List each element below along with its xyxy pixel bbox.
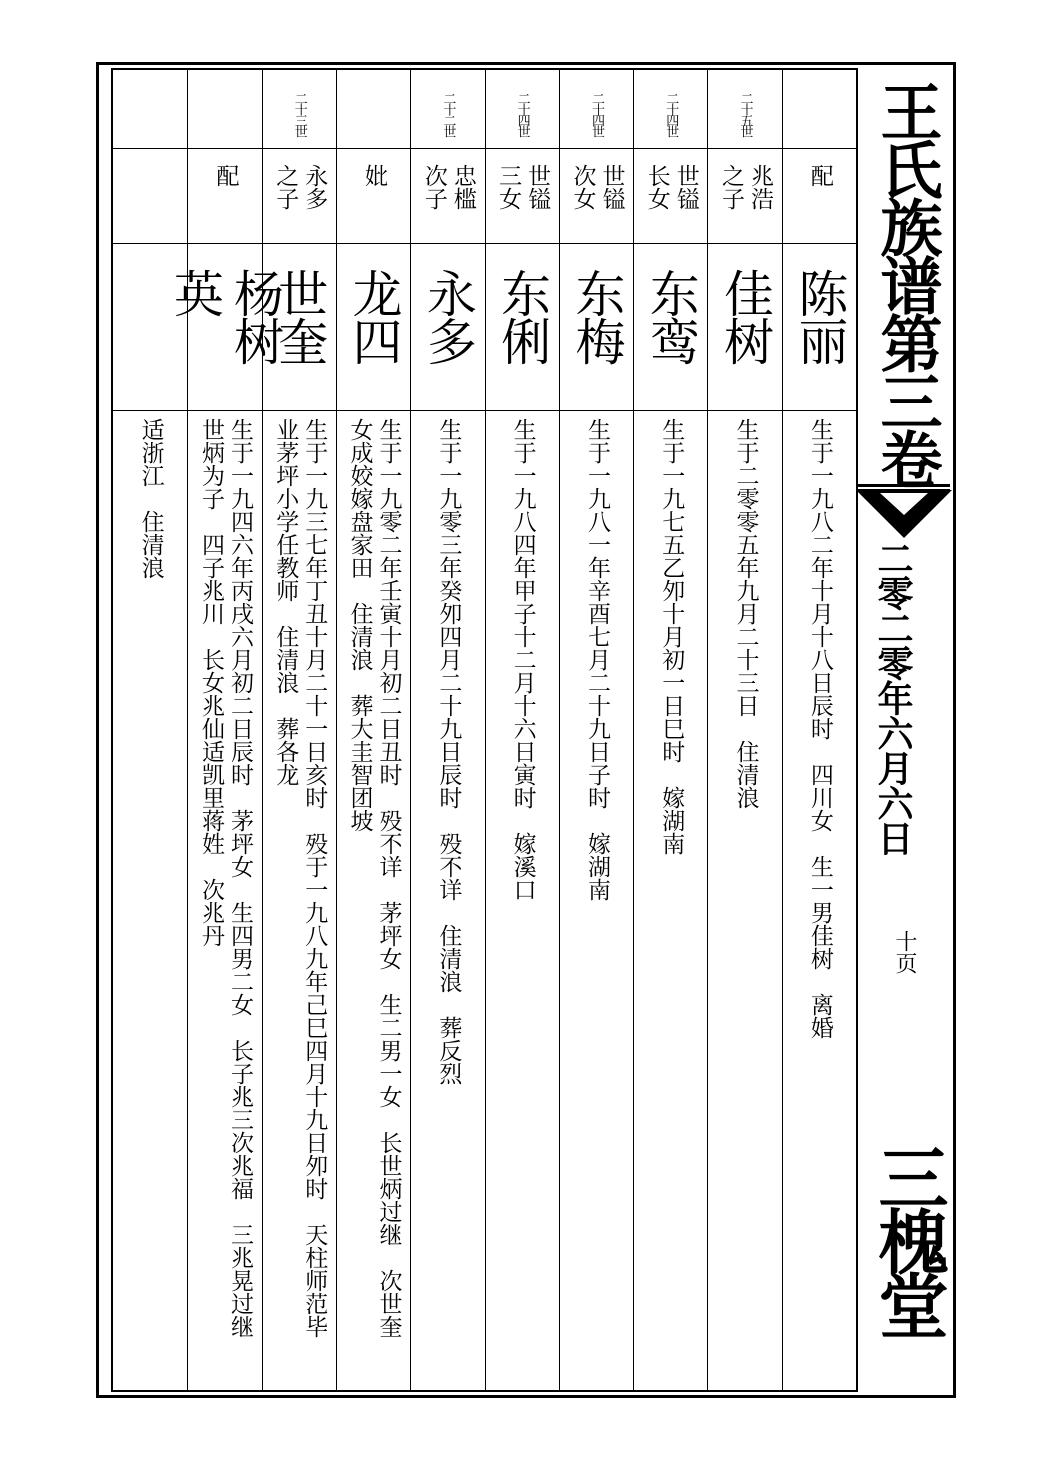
genealogy-table bbox=[111, 68, 858, 1392]
fishtail-mark-inner bbox=[880, 493, 928, 515]
page-number: 十页 bbox=[892, 930, 917, 974]
relation-label: 配 bbox=[212, 164, 239, 187]
biography-text: 生于一九三七年丁丑十月二十一日亥时 殁于一九八九年己巳四月十九日夘时 天柱师范毕业茅坪小学任教师 住清浪 葬各龙 bbox=[272, 418, 328, 1338]
person-name: 杨树英 bbox=[165, 268, 284, 364]
biography-text: 生于一九零三年癸夘四月二十九日辰时 殁不详 住清浪 葬反烈 bbox=[435, 418, 462, 1085]
generation-label: 二十四世 bbox=[663, 92, 679, 136]
biography-text: 生于一九八二年十月十八日辰时 四川女 生一男佳树 离婚 bbox=[806, 418, 833, 1039]
generation-label: 二十三世 bbox=[291, 92, 307, 136]
person-name: 东俐 bbox=[493, 268, 552, 364]
biography-text: 生于一九四六年丙戌六月初二日辰时 茅坪女 生四男二女 长子兆三次兆福 三兆晃过继世炳为子 四子兆川 长女兆仙适凯里蒋姓 次兆丹 bbox=[197, 418, 253, 1338]
generation-label: 二十五世 bbox=[737, 92, 753, 136]
book-title-text: 王氏族谱第三卷 bbox=[870, 80, 943, 486]
relation-label: 世镒次女 bbox=[569, 164, 625, 210]
person-name: 佳树 bbox=[716, 268, 775, 364]
person-column bbox=[559, 70, 633, 1390]
generation-label: 二十二世 bbox=[440, 92, 456, 136]
compile-date: 二零二零年六月六日 bbox=[872, 540, 914, 855]
generation-label: 二十四世 bbox=[588, 92, 604, 136]
person-column bbox=[336, 70, 410, 1390]
person-name: 东梅 bbox=[567, 268, 626, 364]
biography-text: 生于二零零五年九月二十三日 住清浪 bbox=[732, 418, 759, 809]
person-column bbox=[485, 70, 559, 1390]
person-name: 陈丽 bbox=[790, 268, 849, 364]
relation-label: 永多之子 bbox=[272, 164, 328, 210]
generation-label: 二十四世 bbox=[514, 92, 530, 136]
person-column bbox=[113, 70, 187, 1390]
person-column bbox=[165, 70, 284, 1390]
relation-label: 配 bbox=[806, 164, 833, 187]
book-title bbox=[862, 80, 950, 490]
hall-name: 三槐堂 bbox=[867, 1142, 950, 1334]
person-column bbox=[633, 70, 707, 1390]
person-column bbox=[707, 70, 781, 1390]
relation-label: 世镒三女 bbox=[495, 164, 551, 210]
biography-text: 生于一九八一年辛酉七月二十九日子时 嫁湖南 bbox=[583, 418, 610, 901]
biography-text: 生于一九零二年壬寅十月初二日丑时 殁不详 茅坪女 生二男一女 长世炳过继 次世奎 女成姣嫁盘家田 住清浪 葬大圭智团坡 bbox=[346, 418, 402, 1361]
person-name: 世奎 bbox=[270, 268, 329, 364]
person-name: 龙四 bbox=[344, 268, 403, 364]
relation-label: 忠槛次子 bbox=[420, 164, 476, 210]
person-column bbox=[782, 70, 856, 1390]
biography-text: 生于一九八四年甲子十二月十六日寅时 嫁溪口 bbox=[509, 418, 536, 901]
biography-text: 适浙江 住清浪 bbox=[137, 418, 164, 579]
person-column bbox=[410, 70, 484, 1390]
relation-label: 兆浩之子 bbox=[718, 164, 774, 210]
person-name: 永多 bbox=[418, 268, 477, 364]
person-name: 东鸾 bbox=[641, 268, 700, 364]
relation-label: 妣 bbox=[361, 164, 388, 187]
relation-label: 世镒长女 bbox=[643, 164, 699, 210]
biography-text: 生于一九七五乙夘十月初一日巳时 嫁湖南 bbox=[658, 418, 685, 855]
